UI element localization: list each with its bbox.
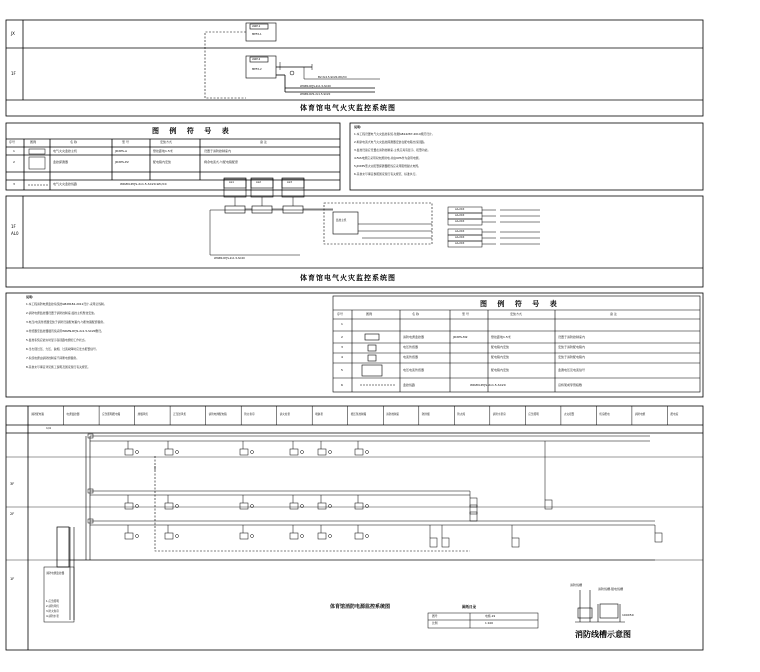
notes1-item: 4.FAS电源应采用双电源供电,并由UPS作为备用电源。 xyxy=(354,156,422,160)
legend2-row-note: 监测电压及电流信号 xyxy=(558,368,586,372)
legend2-row-install: 壁挂距地1.5米 xyxy=(491,335,511,339)
notes2-item: 2.消防电源监控器设置于消防控制室,监控主机壁挂安装。 xyxy=(26,311,97,315)
riser-device-box xyxy=(165,533,173,539)
riser-device-box xyxy=(512,538,519,547)
notes2-area xyxy=(6,293,703,397)
legend1-row-model: JDXPS-P2 xyxy=(115,160,129,164)
riser-header-1: 电源监控器 xyxy=(66,413,80,416)
notes1-item: 3.监控设备应设置在消防控制室,主机应具有显示、报警功能。 xyxy=(354,148,431,152)
notes1-item: 5.JDXPS型火灾报警探测器配线应采用阻燃耐火电缆。 xyxy=(354,164,421,168)
panel2-device-3: AL3 xyxy=(287,181,292,184)
riser-device-box xyxy=(318,449,326,455)
panel1-device-top-sub: MEFX-1 xyxy=(252,33,262,36)
riser-header-15: 火灾报警 xyxy=(563,413,575,416)
legend2-row-install: WDZN-RYJS-2x1.5-SC20 xyxy=(470,383,506,387)
legend2-row-name: 电流传感器 xyxy=(403,355,419,359)
notes2-item: 6.当出现过压、欠压、缺相、过流故障时应发出报警信号。 xyxy=(26,347,99,351)
riser-device-box xyxy=(470,498,477,507)
legend2-row-model: JDXPS-M2 xyxy=(453,335,468,339)
riser-diagram-title: 体育馆消防电源监控系统图 xyxy=(330,604,391,610)
legend1-row-note: 剩余电流式,与配电箱配套 xyxy=(204,160,238,164)
legend2-row-name: 消防电源监控器 xyxy=(403,335,425,339)
notes1-item: 1.本工程设置电气火灾监控系统,依据GB14287-2014规范设计。 xyxy=(354,132,435,136)
panel2-host-label: 监控主机 xyxy=(336,219,347,222)
notes2-item: 1.本工程消防电源监控系统按GB28184-2011设计,采用总线制。 xyxy=(26,302,107,306)
riser-device-sensor xyxy=(329,535,332,538)
legend1-row-install: WDZN-RYJS-2x1.5-SC20-WC/CC xyxy=(120,182,167,186)
legend2-row-no: 6 xyxy=(341,383,343,387)
riser-device-box xyxy=(240,503,248,509)
legend2-header-0: 序号 xyxy=(337,312,344,316)
riser-header-11: 防排烟 xyxy=(421,413,430,416)
notes2-item: 4.传感器至监控器通讯线采用WDZN-RYJS-2x1.5-SC20敷设。 xyxy=(26,329,104,333)
riser-legend-line: 1.应急照明 xyxy=(46,600,59,603)
legend2-title: 图 例 符 号 表 xyxy=(480,300,561,308)
legend1-row-install: 壁挂距地1.5米 xyxy=(153,149,173,153)
notes2-item: 8.其他未尽事宜详见施工说明及国家现行有关规范。 xyxy=(26,365,91,369)
panel1-row-bottom-label: 1F xyxy=(11,71,16,76)
riser-install-title: 消防线槽示意图 xyxy=(575,630,631,639)
riser-header-3: 排烟风机 xyxy=(137,413,148,416)
panel1-title: 体育馆电气火灾监控系统图 xyxy=(300,104,396,112)
riser-legend-line: 4.消防水泵 xyxy=(46,615,59,618)
riser-floor-label: 3F xyxy=(10,482,15,486)
legend1-row-name: 电气火灾监控主机 xyxy=(53,149,78,153)
legend1-header-2: 名 称 xyxy=(70,140,77,144)
legend2-row-no: 1 xyxy=(341,322,343,326)
riser-device-box xyxy=(355,533,363,539)
panel2-right-item: AA-XXX xyxy=(455,242,465,245)
panel2-bus-note: WDZN-RYJS-2x1.5-SC20 xyxy=(214,257,245,260)
legend1-row-model: JDXPS-A xyxy=(115,149,128,153)
panel2-right-item: AA-XXX xyxy=(455,214,465,217)
riser-device-sensor xyxy=(136,451,139,454)
riser-device-box xyxy=(430,538,437,547)
legend1-header-1: 图例 xyxy=(30,140,37,144)
panel2-row-label: 1F xyxy=(11,224,16,229)
panel1-frame xyxy=(6,20,703,116)
panel2-right-item: AA-XXX xyxy=(455,208,465,211)
riser-device-box xyxy=(290,503,298,509)
legend2-row-name: 监控线路 xyxy=(403,383,416,387)
riser-device-sensor xyxy=(251,451,254,454)
riser-device-box xyxy=(355,449,363,455)
riser-floor-label: 2F xyxy=(10,512,15,516)
legend2-header-1: 图例 xyxy=(366,312,373,316)
panel2-right-item: AA-XXX xyxy=(455,220,465,223)
riser-device-box xyxy=(240,533,248,539)
notes1-item: 2.剩余电流式电气火灾监控探测器安装在配电箱出线回路。 xyxy=(354,140,427,144)
riser-header-14: 应急照明 xyxy=(528,413,539,416)
riser-device-box xyxy=(125,503,133,509)
riser-device-sensor xyxy=(366,535,369,538)
riser-device-sensor xyxy=(176,451,179,454)
legend1-header-3: 型 号 xyxy=(122,140,129,144)
legend2-row-no: 4 xyxy=(341,355,343,359)
riser-header-10: 消防控制室 xyxy=(386,413,400,416)
riser-legend-line: 2.消防风机 xyxy=(46,605,59,608)
riser-header-7: 消火栓泵 xyxy=(279,413,291,416)
legend1-row-no: 1 xyxy=(13,149,15,153)
riser-table-value: 电施-19 xyxy=(485,614,496,618)
riser-device-box xyxy=(545,500,552,509)
riser-device-box xyxy=(290,449,298,455)
notes2-item: 7.系统电源由消防控制室不间断电源提供。 xyxy=(26,356,80,360)
legend2-row-name: 电压传感器 xyxy=(403,345,419,349)
riser-left-note: 消防电源监控器 xyxy=(46,572,65,575)
riser-device-box xyxy=(125,533,133,539)
riser-table-title: 图纸目录 xyxy=(462,605,476,609)
riser-header-2: 应急照明配电箱 xyxy=(102,413,121,416)
riser-device-sensor xyxy=(301,451,304,454)
riser-device-box xyxy=(290,533,298,539)
panel1-row-top-label: JX xyxy=(11,31,15,36)
riser-device-box xyxy=(470,505,477,514)
riser-device-box xyxy=(655,533,662,542)
legend2-row-install: 配电箱内安装 xyxy=(491,355,510,359)
riser-device-box xyxy=(318,503,326,509)
riser-header-13: 消防水泵房 xyxy=(492,413,506,416)
riser-device-sensor xyxy=(329,451,332,454)
riser-header-8: 喷淋泵 xyxy=(315,413,323,416)
notes2-item: 3.电压/电流传感器安装于消防设备配电箱内,与配电箱配套提供。 xyxy=(26,320,107,324)
panel2-row-label-2: AL0 xyxy=(11,231,19,236)
panel1-device-top: AWP-1 xyxy=(252,25,261,28)
notes2-item: 5.监控系统应能实时显示各回路电源的工作状态。 xyxy=(26,338,88,342)
panel1-device-bottom-sub: MEFX-2 xyxy=(252,68,262,71)
riser-device-sensor xyxy=(176,535,179,538)
riser-floor-label: 1F xyxy=(10,577,15,581)
riser-table-key: 比例 xyxy=(432,621,438,625)
legend2-header-2: 名 称 xyxy=(412,312,419,316)
legend1-row-name: 监控探测器 xyxy=(53,160,69,164)
legend2-row-no: 3 xyxy=(341,345,343,349)
notes2-heading: 说明: xyxy=(26,295,34,299)
legend2-row-no: 2 xyxy=(341,335,343,339)
legend2-row-install: 配电箱内安装 xyxy=(491,368,510,372)
riser-frame xyxy=(6,406,703,650)
panel1-device-bottom: AWP-2 xyxy=(252,58,261,61)
riser-header-9: 稳压泵控制箱 xyxy=(350,413,367,416)
riser-device-box xyxy=(125,449,133,455)
legend1-header-0: 序号 xyxy=(9,140,16,144)
panel1-wire-note: BV-3x2.5-SC20-WC/CC xyxy=(318,76,347,79)
riser-header-4: 正压送风机 xyxy=(173,413,187,416)
legend2-header-5: 备 注 xyxy=(610,312,617,316)
legend1-row-no: 2 xyxy=(13,160,15,164)
panel2-device-2: AL2 xyxy=(256,181,261,184)
legend2-row-note: 沿桥架或穿管暗敷 xyxy=(558,383,583,387)
riser-device-box xyxy=(318,533,326,539)
legend2-header-4: 安装方式 xyxy=(510,312,523,316)
panel2-device-1: AL1 xyxy=(229,181,234,184)
panel2-right-item: AA-XXX xyxy=(455,230,465,233)
riser-header-0: 消防配电箱 xyxy=(31,413,44,416)
riser-header-5: 消防电梯配电箱 xyxy=(208,413,227,416)
notes1-heading: 说明: xyxy=(354,125,362,129)
riser-table-key: 图号 xyxy=(432,614,438,618)
riser-header-18: 配电室 xyxy=(670,413,679,416)
riser-install-size: 100X50 xyxy=(622,613,634,617)
riser-device-sensor xyxy=(301,535,304,538)
riser-device-sensor xyxy=(136,535,139,538)
legend1-row-install: 配电箱内安装 xyxy=(153,160,172,164)
riser-install-label-1: 消防线槽 xyxy=(570,583,583,587)
panel1-bus-note-2: WDZN-RVS-2x1.5-SC20 xyxy=(300,93,331,96)
legend1-header-4: 安装方式 xyxy=(160,140,173,144)
riser-device-box xyxy=(165,503,173,509)
riser-device-box xyxy=(442,538,449,547)
panel1-bus-note-1: WDZN-RYJS-2x1.5-SC20 xyxy=(300,85,331,88)
riser-device-box xyxy=(240,449,248,455)
riser-table-value: 1:100 xyxy=(485,621,494,625)
legend1-row-note: 设置于消防控制室内 xyxy=(204,149,232,153)
riser-legend-line: 3.防火卷帘 xyxy=(46,610,59,613)
legend2-row-install: 配电箱内安装 xyxy=(491,345,510,349)
riser-device-box xyxy=(355,503,363,509)
legend2-row-note: 安装于消防配电箱内 xyxy=(558,355,586,359)
riser-device-box xyxy=(470,512,477,521)
legend2-row-name: 电压电流传感器 xyxy=(403,368,425,372)
riser-install-label-2: 消防线槽,强电线槽 xyxy=(598,587,623,591)
riser-device-box xyxy=(165,449,173,455)
riser-sub-header: 1/4 xyxy=(46,426,51,430)
legend1-title: 图 例 符 号 表 xyxy=(152,127,233,135)
legend2-header-3: 型 号 xyxy=(462,312,469,316)
riser-header-16: 机房配电 xyxy=(599,413,610,416)
riser-header-6: 防火卷帘 xyxy=(244,413,255,416)
notes1-item: 6.其他未尽事宜参照国家现行有关规范、标准执行。 xyxy=(354,172,419,176)
legend1-header-5: 备 注 xyxy=(260,140,267,144)
legend2-row-note: 安装于消防配电箱内 xyxy=(558,345,586,349)
legend1-row-name: 电气火灾监控线路 xyxy=(53,182,78,186)
legend1-row-no: 3 xyxy=(13,182,15,186)
panel2-title: 体育馆电气火灾监控系统图 xyxy=(300,274,396,282)
riser-header-17: 消防电源 xyxy=(634,413,646,416)
panel2-right-item: AA-XXX xyxy=(455,236,465,239)
riser-device-sensor xyxy=(251,535,254,538)
riser-device-sensor xyxy=(366,451,369,454)
riser-header-12: 防火阀 xyxy=(457,413,466,416)
legend2-row-note: 设置于消防控制室内 xyxy=(558,335,586,339)
legend2-row-no: 5 xyxy=(341,368,343,372)
